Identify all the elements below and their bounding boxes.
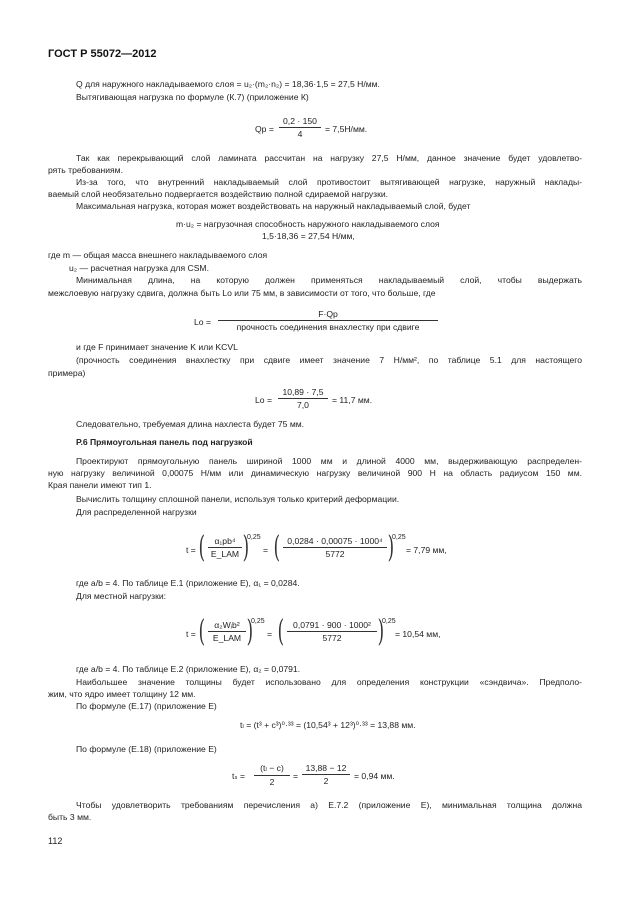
numerator: (tₗ − c) xyxy=(254,763,290,776)
exponent: 0,25 xyxy=(392,534,406,541)
numerator: F·Qp xyxy=(218,309,438,321)
numerator: 0,0791 · 900 · 1000² xyxy=(287,620,377,632)
numerator: α₁pb⁴ xyxy=(208,536,242,548)
formula-fraction xyxy=(279,116,321,139)
page-number: 112 xyxy=(48,836,63,846)
exponent: 0,25 xyxy=(247,534,261,541)
formula-fraction xyxy=(208,620,246,643)
text-line: где a/b = 4. По таблице Е.1 (приложение Е), α₁ = 0,0284. xyxy=(76,578,300,588)
formula-line: m·u₂ = нагрузочная способность наружного накладываемого слоя xyxy=(176,219,440,229)
equals-sign: = xyxy=(263,545,269,555)
numerator: 10,89 · 7,5 xyxy=(278,387,328,399)
text-line: ную нагрузку величиной 0,00075 Н/мм или динамическую нагрузку величиной 900 Н на область радиусом 150 мм. xyxy=(48,468,582,478)
numerator: 0,0284 · 0,00075 · 1000⁴ xyxy=(283,536,387,548)
text-line: По формуле (Е.17) (приложение Е) xyxy=(76,701,217,711)
text-line: Максимальная нагрузка, которая может воздействовать на наружный накладываемый слой, будет xyxy=(76,201,471,211)
text-line: Края панели имеют тип 1. xyxy=(48,480,152,490)
denominator: E_LAM xyxy=(210,549,240,559)
text-line: где a/b = 4. По таблице Е.2 (приложение Е), α₂ = 0,0791. xyxy=(76,664,301,674)
text-line: Следовательно, требуемая длина нахлеста будет 75 мм. xyxy=(76,419,305,429)
text-line: Наибольшее значение толщины будет использовано для определения конструкции «сэндвича». Предполо- xyxy=(76,677,582,687)
equals-sign: = xyxy=(267,629,273,639)
denominator: 5772 xyxy=(322,633,342,643)
text-line: и где F принимает значение K или KCVL xyxy=(76,342,238,352)
equals-sign: = xyxy=(293,771,299,781)
formula-rhs: = 7,5Н/мм. xyxy=(325,124,368,134)
denominator: 5772 xyxy=(325,549,345,559)
right-paren: ) xyxy=(242,530,250,565)
document-header: ГОСТ Р 55072—2012 xyxy=(48,48,157,60)
text-line: где m — общая масса внешнего накладываемого слоя xyxy=(48,250,268,260)
text-line: быть 3 мм. xyxy=(48,812,92,822)
text-line: Чтобы удовлетворить требованиям перечисления а) Е.7.2 (приложение Е), минимальная толщина должна xyxy=(76,800,582,810)
formula-fraction xyxy=(218,309,438,332)
text-line: примера) xyxy=(48,368,86,378)
formula-rhs: = 7,79 мм, xyxy=(406,545,447,555)
right-paren: ) xyxy=(377,614,385,649)
text-line: Вытягивающая нагрузка по формуле (К.7) (приложение К) xyxy=(76,92,309,102)
formula-line: 1,5·18,36 = 27,54 Н/мм, xyxy=(262,231,355,241)
text-line: межслоевую нагрузку сдвига, должна быть Lo или 75 мм, в зависимости от того, что больше, где xyxy=(48,288,436,298)
text-line: ваемый слой необязательно подвергается воздействию полной сдираемой нагрузки. xyxy=(48,189,389,199)
right-paren: ) xyxy=(387,530,395,565)
text-line: Для распределенной нагрузки xyxy=(76,507,197,517)
denominator: 2 xyxy=(323,776,329,786)
formula-lhs: t = xyxy=(186,545,196,555)
text-line: Минимальная длина, на которую должен применяться накладываемый слой, чтобы выдержать xyxy=(76,275,582,285)
denominator: 7,0 xyxy=(297,400,309,410)
numerator: 13,88 − 12 xyxy=(302,763,350,775)
formula-fraction xyxy=(287,620,377,643)
text-line: рять требованиям. xyxy=(48,165,123,175)
formula-fraction xyxy=(283,536,387,559)
text-line: u₂ — расчетная нагрузка для CSM. xyxy=(69,263,209,273)
section-heading: Р.6 Прямоугольная панель под нагрузкой xyxy=(76,437,253,447)
exponent: 0,25 xyxy=(251,618,265,625)
text-line: Проектируют прямоугольную панель шириной 1000 мм и длиной 4000 мм, выдерживающую распределен- xyxy=(76,456,582,466)
formula-lhs: Lo = xyxy=(255,395,272,405)
text-line: жим, что ядро имеет толщину 12 мм. xyxy=(48,689,196,699)
formula-rhs: = 0,94 мм. xyxy=(354,771,395,781)
formula-fraction xyxy=(208,536,242,559)
formula-lhs: t = xyxy=(186,629,196,639)
formula-lhs: tₛ = xyxy=(232,771,245,781)
formula-lhs: Qp = xyxy=(255,124,274,134)
left-paren: ( xyxy=(273,530,281,565)
formula-line: tₗ = (t³ + c³)⁰·³³ = (10,54³ + 12³)⁰·³³ = 13,88 мм. xyxy=(240,720,416,730)
text-line: По формуле (Е.18) (приложение Е) xyxy=(76,744,217,754)
formula-fraction xyxy=(302,763,350,786)
text-line: Так как перекрывающий слой ламината рассчитан на нагрузку 27,5 Н/мм, данное значение будет удовлетво- xyxy=(76,153,582,163)
numerator: α₂Wᵢb² xyxy=(208,620,246,632)
formula-lhs: Lo = xyxy=(194,317,211,327)
formula-fraction xyxy=(254,763,290,787)
exponent: 0,25 xyxy=(382,618,396,625)
formula-fraction xyxy=(278,387,328,410)
right-paren: ) xyxy=(246,614,254,649)
denominator: E_LAM xyxy=(212,633,242,643)
formula-rhs: = 10,54 мм, xyxy=(395,629,441,639)
text-line: Из-за того, что внутренний накладываемый слой противостоит вытягивающей нагрузке, наружный наклады- xyxy=(76,177,582,187)
denominator: 4 xyxy=(297,129,303,139)
left-paren: ( xyxy=(198,614,206,649)
denominator: прочность соединения внахлестку при сдвиге xyxy=(236,322,420,332)
text-line: Для местной нагрузки: xyxy=(76,591,167,601)
formula-rhs: = 11,7 мм. xyxy=(332,395,373,405)
denominator: 2 xyxy=(269,777,275,787)
left-paren: ( xyxy=(198,530,206,565)
text-line: Q для наружного накладываемого слоя = u₂·(m₂·n₂) = 18,36·1,5 = 27,5 Н/мм. xyxy=(76,79,380,89)
left-paren: ( xyxy=(277,614,285,649)
text-line: Вычислить толщину сплошной панели, используя только критерий деформации. xyxy=(76,494,400,504)
text-line: (прочность соединения внахлестку при сдвиге имеет значение 7 Н/мм², по таблице 5.1 для настоящего xyxy=(76,355,582,365)
numerator: 0,2 · 150 xyxy=(279,116,321,128)
